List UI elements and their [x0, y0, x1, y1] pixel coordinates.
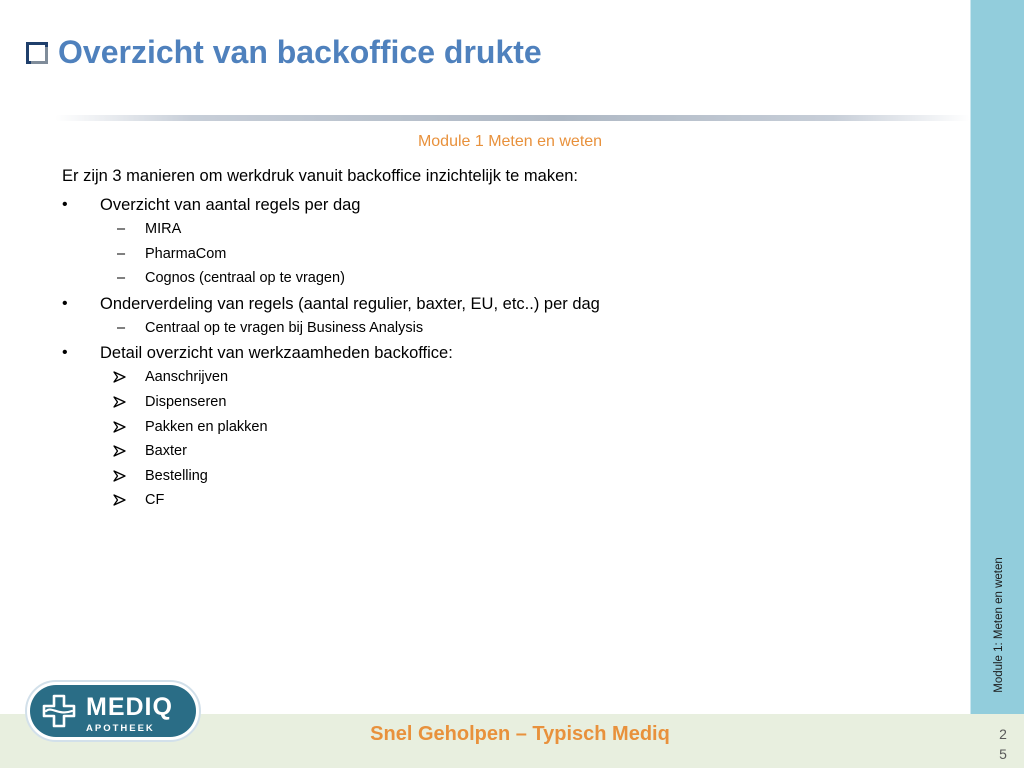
logo-wordmark: MEDIQ: [86, 693, 173, 721]
arrowhead-icon: [113, 445, 126, 457]
sub-item: [62, 244, 942, 264]
bullet-text: Detail overzicht van werkzaamheden backoffice:: [100, 344, 453, 363]
page-number: [995, 724, 1011, 764]
arrowhead-icon: [113, 494, 126, 506]
mediq-logo: [25, 680, 201, 742]
bullet-icon: •: [62, 344, 68, 362]
bullet-item: [62, 342, 942, 364]
page-number-line: 5: [999, 746, 1007, 762]
sub-item: [62, 392, 942, 412]
logo-badge: [30, 685, 196, 737]
module-label: Module 1 Meten en weten: [417, 133, 603, 150]
title-wrap: [26, 34, 542, 71]
checkbox-icon: [26, 42, 48, 64]
sub-item: [62, 441, 942, 461]
sub-item-text: Baxter: [145, 443, 187, 460]
bullet-item: [62, 293, 942, 315]
sub-item: [62, 367, 942, 387]
arrowhead-icon: [113, 470, 126, 482]
sub-item-text: Aanschrijven: [145, 369, 229, 386]
sub-item-text: Dispenseren: [145, 393, 227, 410]
arrowhead-icon: [113, 421, 126, 433]
page-title: Overzicht van backoffice drukte: [58, 34, 542, 70]
logo-subtitle: APOTHEEK: [86, 723, 155, 734]
bullet-icon: •: [62, 294, 68, 312]
intro-text: Er zijn 3 manieren om werkdruk vanuit backoffice inzichtelijk te maken:: [62, 167, 579, 185]
sub-item-text: CF: [145, 492, 165, 509]
arrowhead-icon: [113, 371, 126, 383]
content-body: [62, 165, 942, 515]
bullet-icon: •: [62, 196, 68, 213]
sub-item: [62, 466, 942, 486]
bullet-item: [62, 194, 942, 216]
pharmacy-cross-icon: [42, 694, 76, 728]
dash-icon: –: [116, 221, 126, 237]
sidebar-label: Module 1: Meten en weten: [993, 557, 1005, 693]
sub-item-text: Cognos (centraal op te vragen): [145, 270, 345, 287]
sub-item: [62, 318, 942, 338]
sub-item: [62, 219, 942, 239]
sub-item-text: MIRA: [145, 221, 182, 237]
dash-icon: –: [116, 270, 126, 287]
sub-item-text: PharmaCom: [145, 245, 227, 262]
sub-item: [62, 417, 942, 437]
sub-item: [62, 268, 942, 288]
page-number-line: 2: [999, 726, 1007, 742]
bullet-text: Overzicht van aantal regels per dag: [100, 196, 361, 214]
sub-item-text: Centraal op te vragen bij Business Analysis: [145, 319, 424, 336]
footer-tagline: Snel Geholpen – Typisch Mediq: [370, 723, 670, 745]
dash-icon: –: [116, 319, 126, 336]
sub-item-text: Bestelling: [145, 467, 208, 484]
title-divider: [55, 115, 970, 121]
sub-item-text: Pakken en plakken: [145, 418, 268, 435]
bullet-text: Onderverdeling van regels (aantal regulier, baxter, EU, etc..) per dag: [100, 294, 600, 313]
dash-icon: –: [116, 245, 126, 262]
arrowhead-icon: [113, 396, 126, 408]
sub-item: [62, 490, 942, 510]
